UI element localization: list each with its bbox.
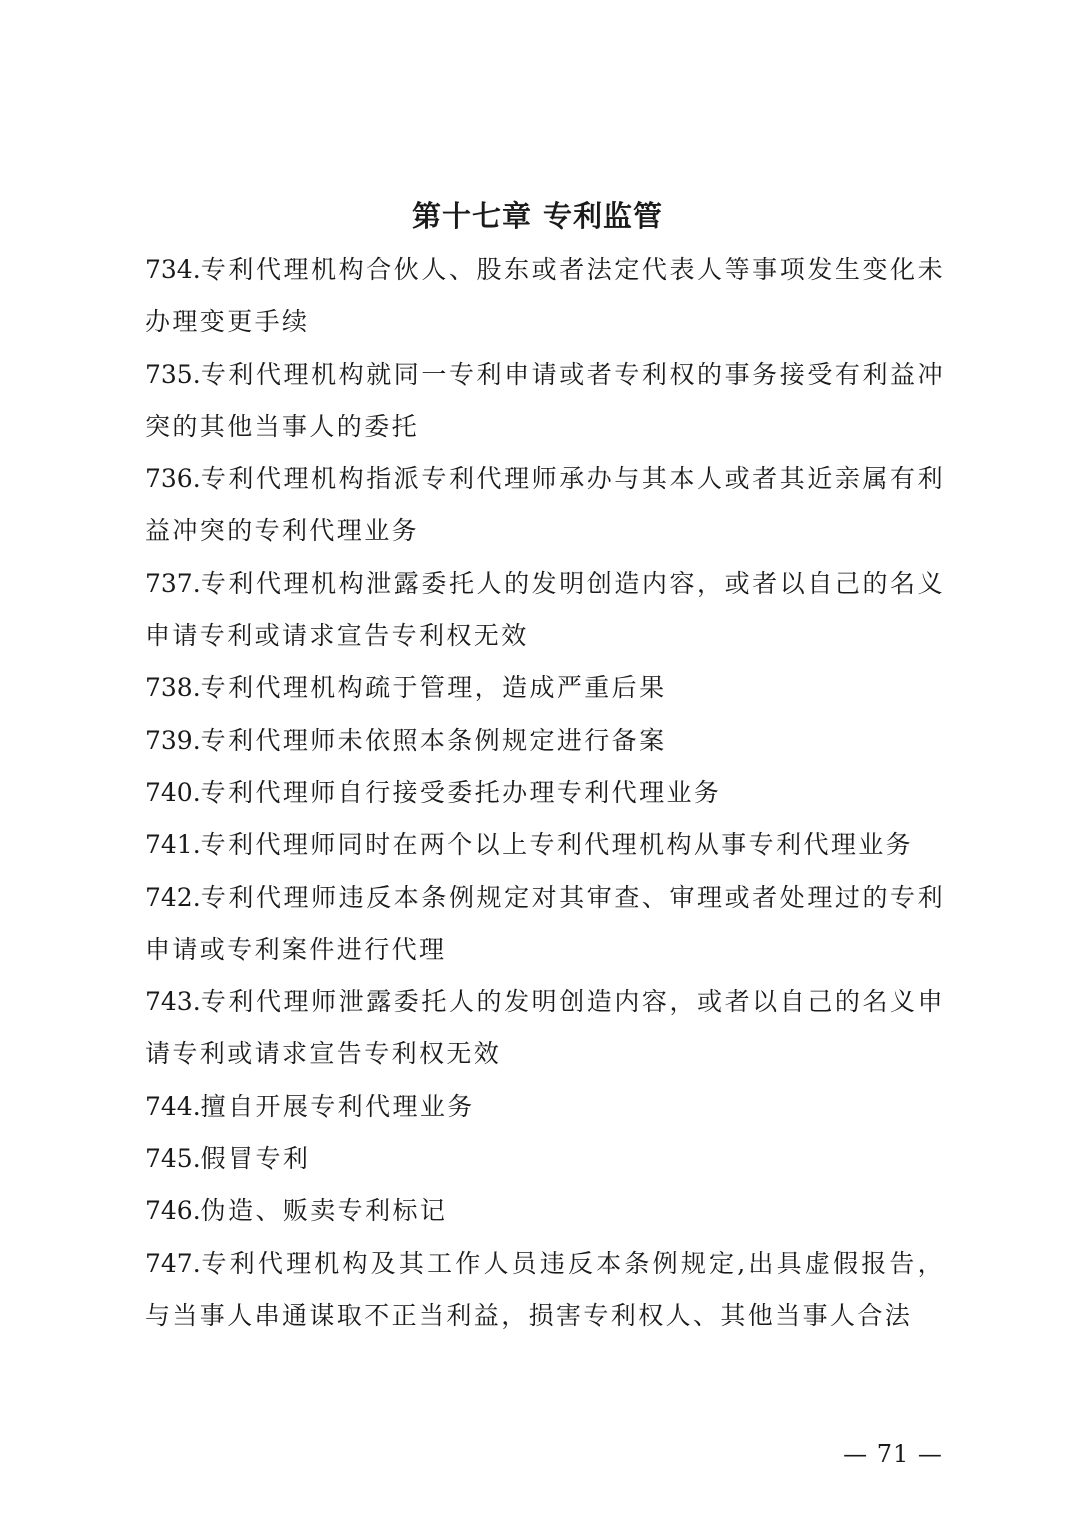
list-item [145,662,945,714]
item-number: 746. [145,1196,201,1226]
list-item [145,244,945,349]
item-number: 739. [145,725,201,755]
item-number: 742. [145,882,201,912]
chapter-title: 第十七章 专利监管 [411,199,664,233]
item-number: 740. [145,777,201,807]
item-number: 744. [145,1091,201,1121]
item-text: 专利代理师同时在两个以上专利代理机构从事专利代理业务 [200,830,914,860]
item-text: 专利代理机构指派专利代理师承办与其本人或者其近亲属有利益冲突的专利代理业务 [145,464,945,546]
item-number: 736. [145,464,201,494]
item-number: 741. [145,830,201,860]
item-number: 743. [145,987,201,1017]
page-number: — 71 — [843,1440,943,1468]
item-text: 假冒专利 [200,1144,311,1174]
list-item [145,872,945,977]
item-text: 专利代理机构合伙人、股东或者法定代表人等事项发生变化未办理变更手续 [145,255,945,337]
item-text: 专利代理师未依照本条例规定进行备案 [200,725,667,755]
item-text: 专利代理机构及其工作人员违反本条例规定,出具虚假报告，与当事人串通谋取不正当利益，损害专利权人、其他当事人合法 [145,1248,945,1330]
list-item [145,1081,945,1133]
list-item [145,715,945,767]
item-text: 专利代理机构泄露委托人的发明创造内容，或者以自己的名义申请专利或请求宣告专利权无效 [145,568,945,651]
item-text: 专利代理师泄露委托人的发明创造内容，或者以自己的名义申请专利或请求宣告专利权无效 [145,987,945,1069]
item-number: 734. [145,255,201,284]
item-number: 747. [145,1248,201,1278]
list-item [145,349,945,454]
item-number: 738. [145,673,201,703]
list-item [145,558,945,663]
list-item [145,976,945,1081]
list-item [145,767,945,819]
item-text: 擅自开展专利代理业务 [200,1091,475,1121]
item-text: 专利代理机构疏于管理，造成严重后果 [200,673,667,703]
item-number: 745. [145,1144,201,1174]
item-number: 735. [145,359,201,389]
list-item [145,819,945,871]
list-item [145,453,945,558]
list-item [145,1238,945,1343]
item-text: 伪造、贩卖专利标记 [200,1196,448,1226]
item-number: 737. [145,568,201,598]
list-item [145,1185,945,1237]
item-text: 专利代理师自行接受委托办理专利代理业务 [200,777,722,807]
item-list [145,244,945,1342]
list-item [145,1133,945,1185]
item-text: 专利代理机构就同一专利申请或者专利权的事务接受有利益冲突的其他当事人的委托 [145,359,945,441]
item-text: 专利代理师违反本条例规定对其审查、审理或者处理过的专利申请或专利案件进行代理 [145,882,945,964]
